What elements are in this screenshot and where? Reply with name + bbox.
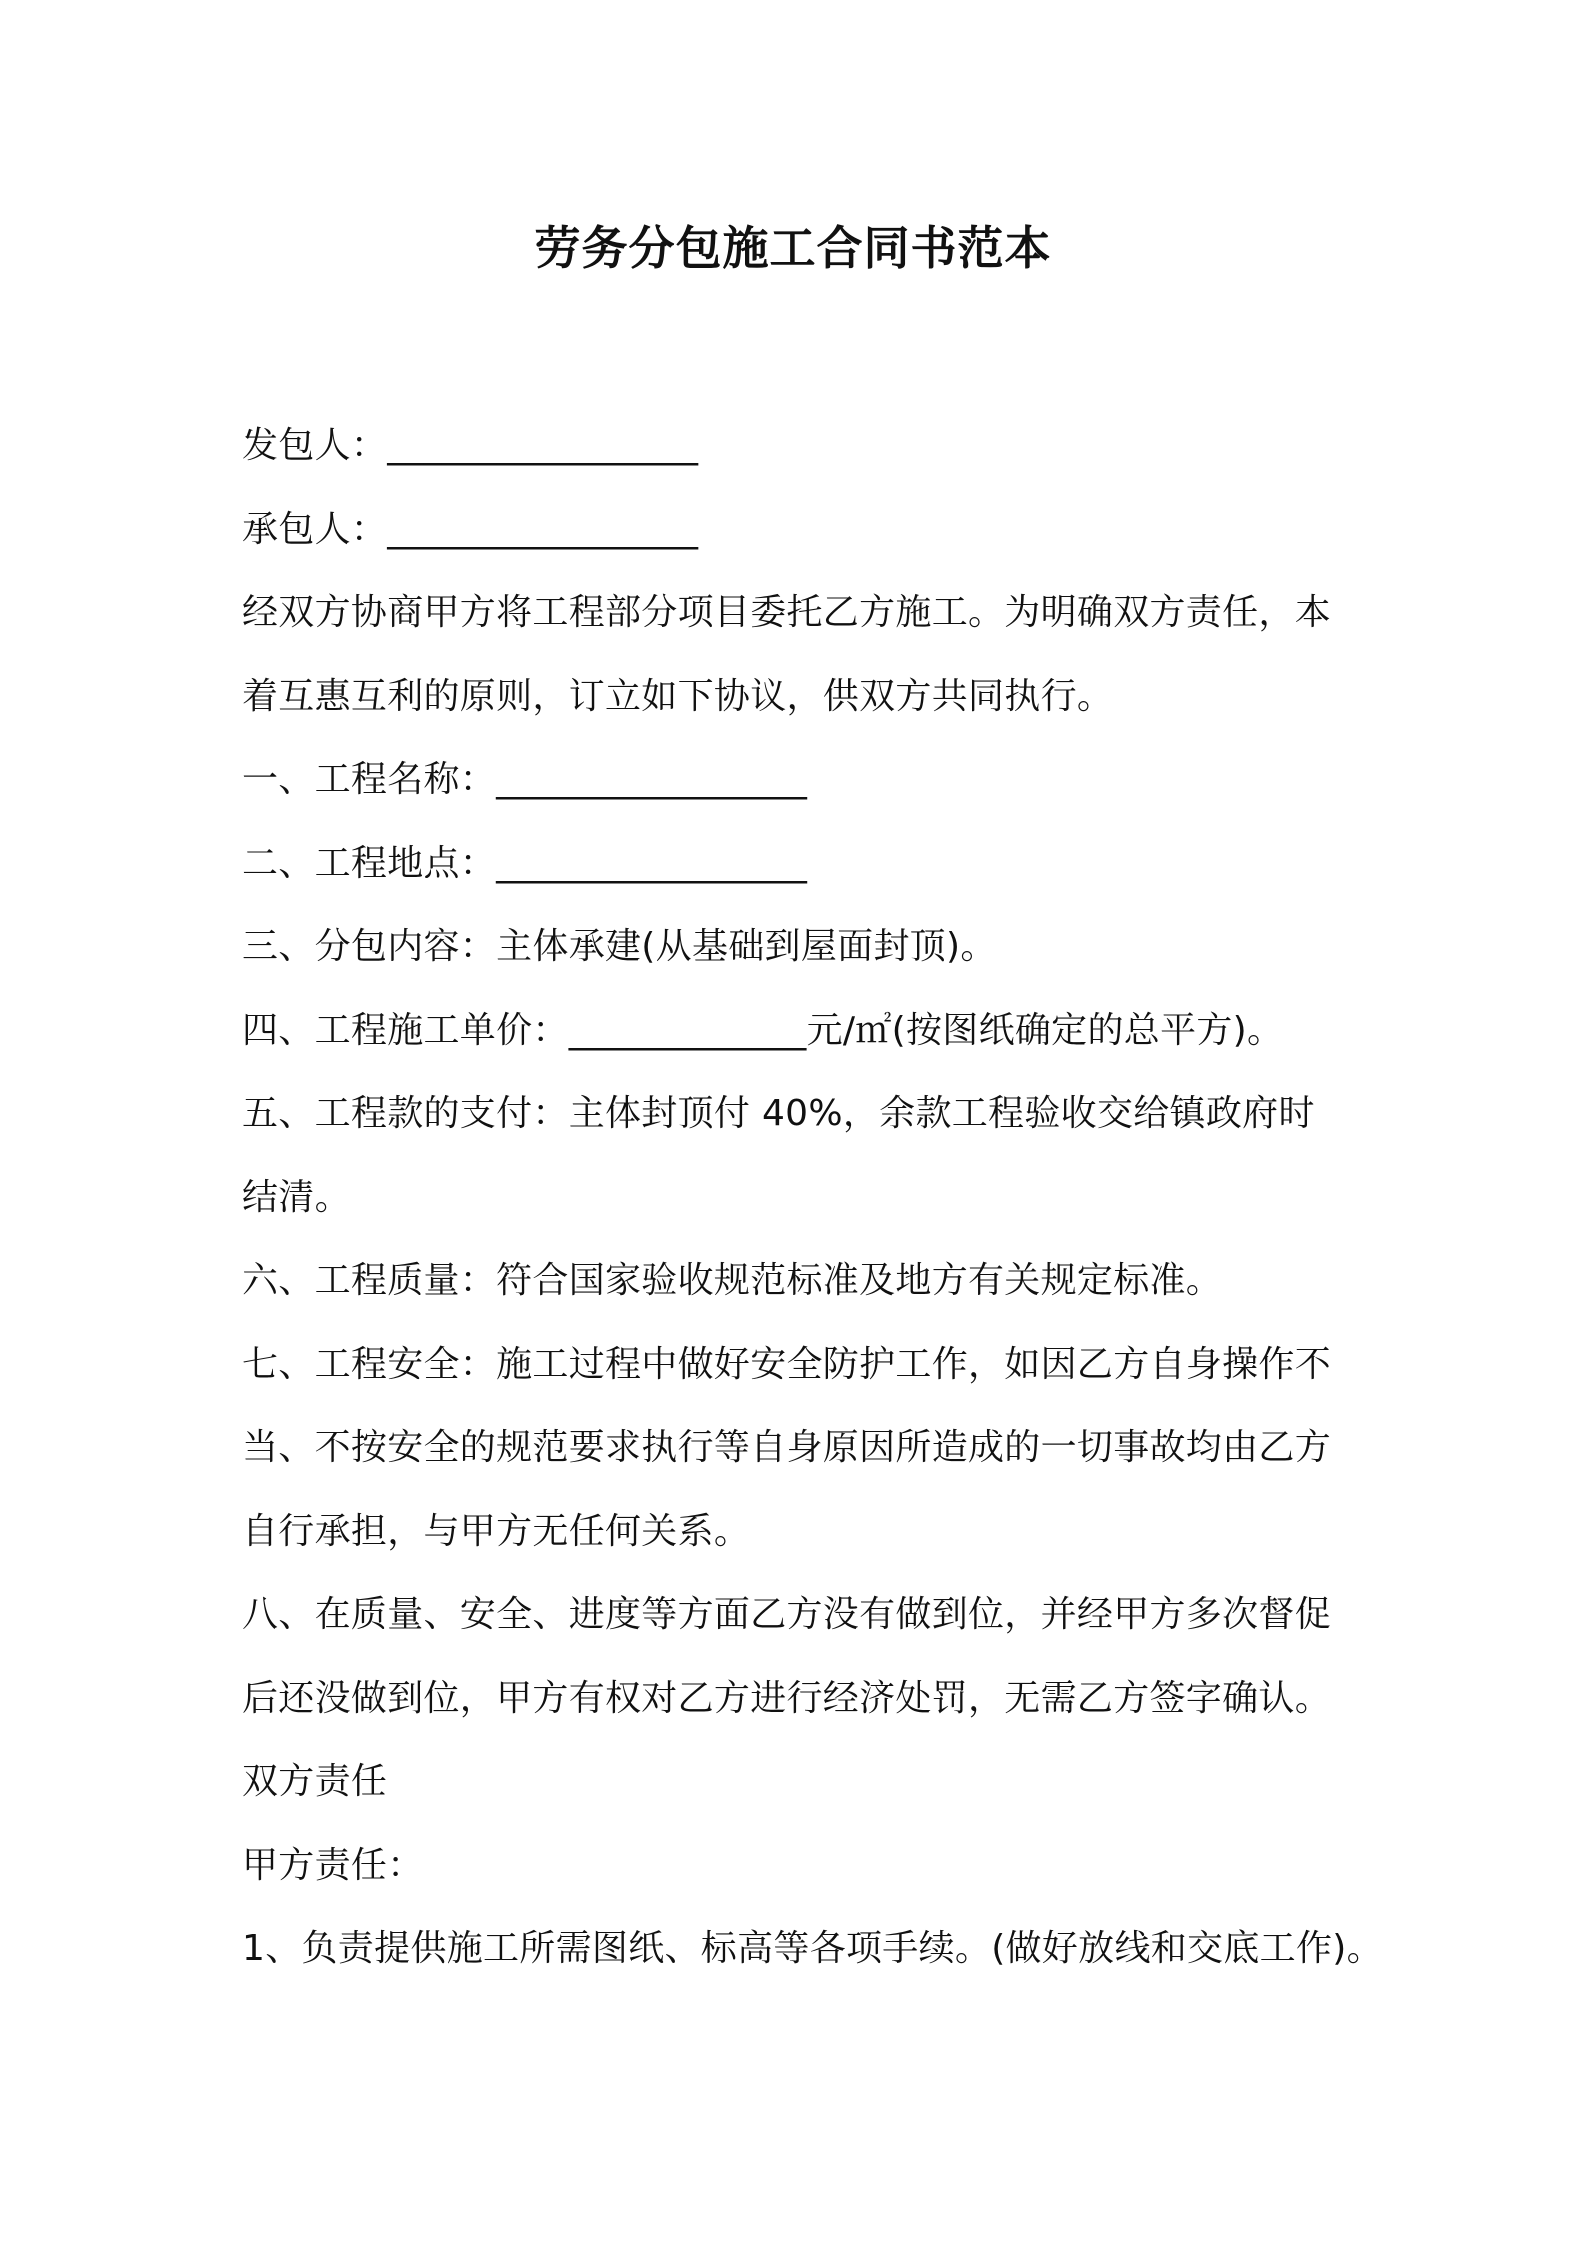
document-body xyxy=(242,404,1383,1991)
clause-8-penalty-line-1: 八、在质量、安全、进度等方面乙方没有做到位，并经甲方多次督促 xyxy=(242,1594,1332,1635)
clause-8-penalty-line-2: 后还没做到位，甲方有权对乙方进行经济处罚，无需乙方签字确认。 xyxy=(242,1677,1332,1719)
clause-7-safety-line-2: 当、不按安全的规范要求执行等自身原因所造成的一切事故均由乙方 xyxy=(242,1427,1332,1468)
clause-3-subcontract-content: 三、分包内容：主体承建(从基础到屋面封顶)。 xyxy=(242,926,997,967)
clause-5-payment-line-1: 五、工程款的支付：主体封顶付 40%，余款工程验收交给镇政府时 xyxy=(242,1093,1315,1134)
section-heading-responsibilities: 双方责任 xyxy=(242,1761,388,1802)
party-a-item-1: 1、负责提供施工所需图纸、标高等各项手续。(做好放线和交底工作)。 xyxy=(242,1928,1383,1969)
clause-2-project-location: 二、工程地点：_________________ xyxy=(242,842,808,884)
document-title: 劳务分包施工合同书范本 xyxy=(534,221,1052,275)
clause-1-project-name: 一、工程名称：_________________ xyxy=(242,759,808,800)
clause-4-unit-price: 四、工程施工单价：_____________元/㎡(按图纸确定的总平方)。 xyxy=(242,1009,1284,1051)
clause-6-quality: 六、工程质量：符合国家验收规范标准及地方有关规定标准。 xyxy=(242,1260,1223,1301)
intro-paragraph-line-2: 着互惠互利的原则，订立如下协议，供双方共同执行。 xyxy=(242,675,1114,717)
clause-5-payment-line-2: 结清。 xyxy=(242,1176,351,1218)
client-line: 发包人：_________________ xyxy=(242,425,699,466)
clause-7-safety-line-1: 七、工程安全：施工过程中做好安全防护工作，如因乙方自身操作不 xyxy=(242,1343,1332,1385)
clause-7-safety-line-3: 自行承担，与甲方无任何关系。 xyxy=(242,1510,751,1552)
contractor-line: 承包人：_________________ xyxy=(242,508,699,550)
intro-paragraph-line-1: 经双方协商甲方将工程部分项目委托乙方施工。为明确双方责任，本 xyxy=(242,592,1332,633)
section-heading-party-a: 甲方责任： xyxy=(242,1844,424,1886)
